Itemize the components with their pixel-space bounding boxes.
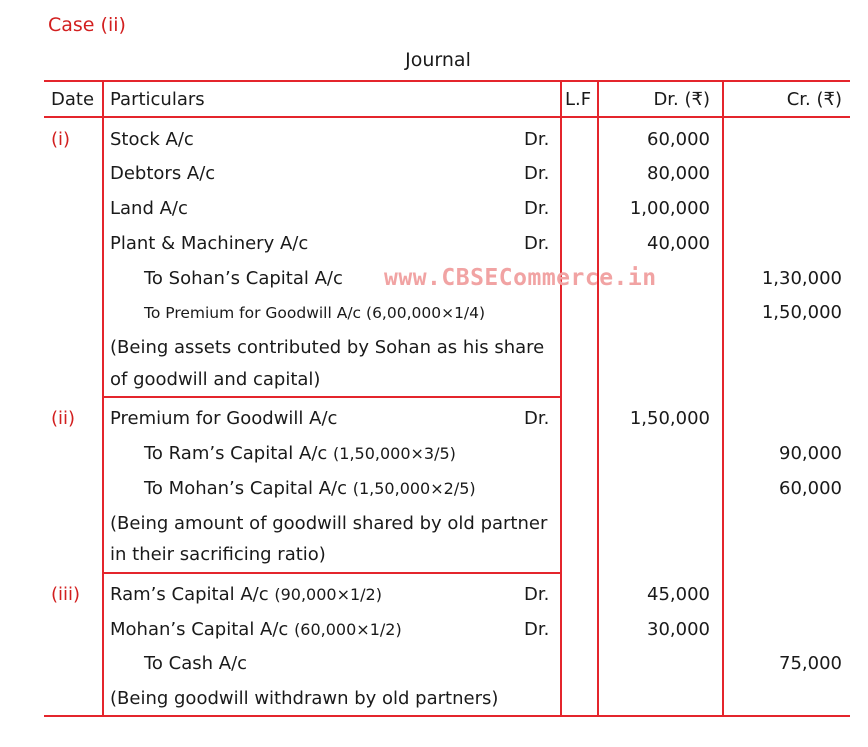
dr-mark: Dr. — [524, 619, 550, 640]
entry-label: (iii) — [51, 584, 81, 605]
entry-label: (i) — [51, 129, 71, 150]
dr-amount: 40,000 — [647, 233, 710, 254]
calculation-note: (60,000×1/2) — [294, 620, 402, 639]
journal-line-text: Mohan’s Capital A/c — [110, 619, 289, 640]
journal-line: Stock A/c — [110, 129, 194, 150]
journal-line: Debtors A/c — [110, 163, 216, 184]
cr-amount: 1,30,000 — [761, 268, 842, 289]
entry-separator-1 — [102, 396, 562, 398]
header-particulars: Particulars — [110, 89, 205, 110]
dr-mark: Dr. — [524, 584, 550, 605]
lf-column-right-divider — [597, 80, 599, 717]
calculation-note: (1,50,000×2/5) — [352, 479, 476, 498]
watermark: www.CBSECommerce.in — [384, 265, 657, 291]
entry-separator-2 — [102, 572, 562, 574]
journal-line-text: To Ram’s Capital A/c — [144, 443, 328, 464]
journal-line-text: To Premium for Goodwill A/c — [144, 304, 362, 322]
dr-amount: 1,00,000 — [629, 198, 710, 219]
dr-mark: Dr. — [524, 129, 550, 150]
cr-amount: 60,000 — [779, 478, 842, 499]
journal-line — [144, 442, 456, 466]
dr-mark: Dr. — [524, 233, 550, 254]
header-cr: Cr. (₹) — [786, 89, 842, 110]
journal-line-text: To Mohan’s Capital A/c — [144, 478, 347, 499]
journal-line — [110, 583, 382, 607]
entry-label: (ii) — [51, 408, 76, 429]
header-date: Date — [51, 89, 95, 110]
date-column-divider — [102, 80, 104, 717]
dr-amount: 30,000 — [647, 619, 710, 640]
cr-amount: 90,000 — [779, 443, 842, 464]
cr-amount: 75,000 — [779, 653, 842, 674]
narration-line: (Being goodwill withdrawn by old partners) — [110, 688, 499, 709]
dr-amount: 80,000 — [647, 163, 710, 184]
dr-mark: Dr. — [524, 198, 550, 219]
narration-line: (Being amount of goodwill shared by old partner — [110, 513, 548, 534]
journal-line: To Cash A/c — [144, 653, 248, 674]
narration-line: (Being assets contributed by Sohan as his share — [110, 337, 545, 358]
journal-line — [144, 301, 485, 325]
dr-amount: 60,000 — [647, 129, 710, 150]
dr-amount: 45,000 — [647, 584, 710, 605]
journal-line — [110, 618, 402, 642]
narration-line: of goodwill and capital) — [110, 369, 321, 390]
journal-line: Premium for Goodwill A/c — [110, 408, 338, 429]
calculation-note: (1,50,000×3/5) — [333, 444, 456, 463]
narration-line: in their sacrificing ratio) — [110, 544, 326, 565]
journal-line: To Sohan’s Capital A/c — [144, 268, 343, 289]
calculation-note: (6,00,000×1/4) — [366, 304, 486, 322]
dr-amount: 1,50,000 — [629, 408, 710, 429]
cr-amount: 1,50,000 — [761, 302, 842, 323]
calculation-note: (90,000×1/2) — [274, 585, 382, 604]
lf-column-left-divider — [560, 80, 562, 717]
journal-line: Plant & Machinery A/c — [110, 233, 309, 254]
header-bottom-rule — [44, 116, 850, 118]
dr-mark: Dr. — [524, 163, 550, 184]
header-lf: L.F — [565, 89, 592, 110]
header-dr: Dr. (₹) — [653, 89, 710, 110]
dr-column-divider — [722, 80, 724, 717]
journal-title: Journal — [405, 49, 471, 71]
table-top-rule — [44, 80, 850, 82]
journal-line: Land A/c — [110, 198, 188, 219]
dr-mark: Dr. — [524, 408, 550, 429]
case-title: Case (ii) — [48, 14, 126, 36]
table-bottom-rule — [44, 715, 850, 717]
journal-line — [144, 477, 476, 501]
journal-line-text: Ram’s Capital A/c — [110, 584, 269, 605]
